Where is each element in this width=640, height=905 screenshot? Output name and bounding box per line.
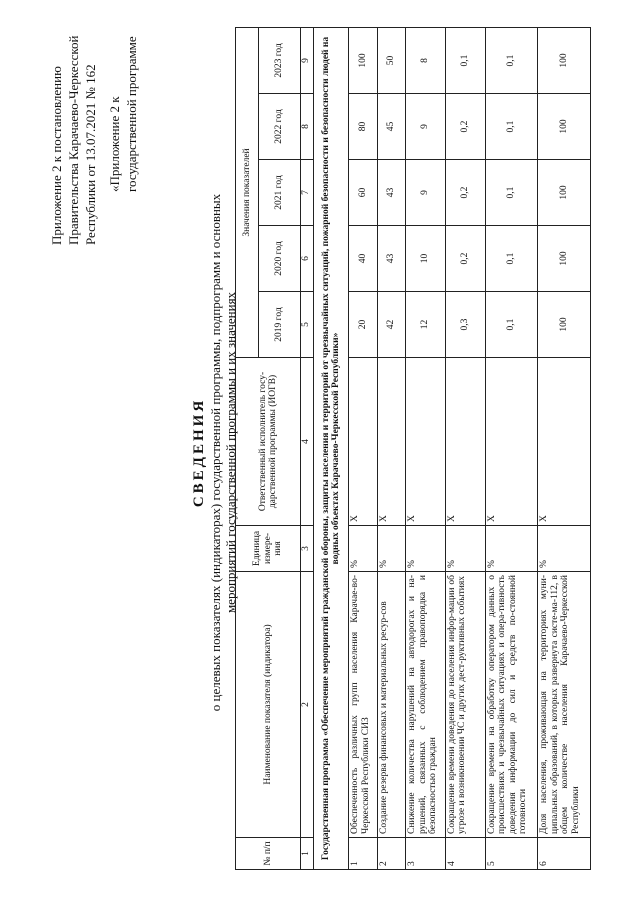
row-value-2019: 12 [406,292,446,358]
column-number: 5 [301,292,314,358]
row-indicator-name: Сокращение времени доведения до населения инфор-мации об угрозе и возникновении ЧС и других дест-руктивных событиях [445,572,485,838]
table-row [485,27,538,869]
header-year-2022: 2022 год [259,94,301,160]
table-row [406,27,446,869]
row-value-2021: 0,2 [445,160,485,226]
row-value-2021: 60 [349,160,377,226]
column-number: 7 [301,160,314,226]
row-unit: % [538,526,591,572]
row-value-2020: 0,2 [445,226,485,292]
column-number: 4 [301,358,314,526]
row-value-2020: 100 [538,226,591,292]
row-indicator-name: Обеспеченность различных групп населения Карачае-во-Черкесской Республики СИЗ [349,572,377,838]
row-value-2022: 0,2 [445,94,485,160]
row-executor: X [445,358,485,526]
column-number-row [301,27,314,869]
header-year-2021: 2021 год [259,160,301,226]
row-value-2019: 0,3 [445,292,485,358]
row-num: 5 [485,838,538,870]
row-value-2021: 43 [377,160,405,226]
row-value-2020: 10 [406,226,446,292]
title-sub-1: о целевых показателях (индикаторах) государственной программы, подпрограмм и основных [208,193,223,712]
row-value-2022: 9 [406,94,446,160]
row-value-2019: 100 [538,292,591,358]
column-number: 6 [301,226,314,292]
row-value-2020: 0,1 [485,226,538,292]
row-value-2022: 0,1 [485,94,538,160]
title-main: СВЕДЕНИЯ [191,397,207,508]
row-value-2020: 40 [349,226,377,292]
row-indicator-name: Доля населения, проживающая на территориях муни-ципальных образований, в которых развернута систе-ма-112, в общем количестве населения Карачаево-Черкесской Республики [538,572,591,838]
row-value-2023: 0,1 [445,27,485,93]
table-row [445,27,485,869]
row-executor: X [406,358,446,526]
row-indicator-name: Снижение количества нарушений на автодорогах и на-рушений, связанных с соблюдением правопорядка и безопасностью граждан [406,572,446,838]
annex-line-2: государственной программе [124,36,139,192]
row-value-2023: 8 [406,27,446,93]
header-indicator-name: Наименование показателя (индикатора) [236,572,301,838]
row-num: 3 [406,838,446,870]
header-year-2020: 2020 год [259,226,301,292]
title-sub-2: мероприятий государственной программы и их значениях [223,291,238,614]
table-row [377,27,405,869]
program-title-row [313,27,349,869]
row-unit: % [349,526,377,572]
column-number: 2 [301,572,314,838]
row-value-2019: 20 [349,292,377,358]
decree-line-1: Приложение 2 к постановлению [49,66,64,245]
header-year-2023: 2023 год [259,27,301,93]
row-value-2019: 0,1 [485,292,538,358]
row-indicator-name: Создание резерва финансовых и материальных ресур-сов [377,572,405,838]
header-unit: Единица измере-ния [236,526,301,572]
document-title [190,0,238,905]
column-number: 1 [301,838,314,870]
annex-reference [106,0,140,192]
decree-reference [48,36,99,246]
row-value-2023: 100 [538,27,591,93]
row-executor: X [485,358,538,526]
row-executor: X [377,358,405,526]
row-value-2019: 42 [377,292,405,358]
row-unit: % [445,526,485,572]
row-unit: % [485,526,538,572]
row-num: 1 [349,838,377,870]
header-values-group: Значения показателей [236,27,259,357]
row-value-2020: 43 [377,226,405,292]
row-value-2021: 0,1 [485,160,538,226]
row-value-2021: 9 [406,160,446,226]
column-number: 8 [301,94,314,160]
row-indicator-name: Сокращение времени на обработку оператором данных о происшествиях и чрезвычайных ситуациях и опера-тивность доведения информации до сил и средств по-стоянной готовности [485,572,538,838]
row-value-2022: 80 [349,94,377,160]
indicators-table [235,27,591,870]
row-value-2022: 45 [377,94,405,160]
decree-line-3: Республики от 13.07.2021 № 162 [83,64,98,245]
program-title: Государственная программа «Обеспечение мероприятий гражданской обороны, защиты населения и территорий от чрезвычайных ситуаций, пожарной безопасности и безопасности людей на водных объектах Карачаево-Черкесской Республики» [313,27,349,869]
row-unit: % [406,526,446,572]
row-num: 6 [538,838,591,870]
row-executor: X [349,358,377,526]
row-value-2023: 50 [377,27,405,93]
row-value-2022: 100 [538,94,591,160]
row-num: 2 [377,838,405,870]
row-unit: % [377,526,405,572]
row-executor: X [538,358,591,526]
row-value-2021: 100 [538,160,591,226]
header-executor: Ответственный исполнитель госу-дарственной программы (ИОГВ) [236,358,301,526]
header-year-2019: 2019 год [259,292,301,358]
table-row [538,27,591,869]
decree-line-2: Правительства Карачаево-Черкесской [66,35,81,245]
row-value-2023: 100 [349,27,377,93]
column-number: 3 [301,526,314,572]
row-value-2023: 0,1 [485,27,538,93]
annex-line-1: «Приложение 2 к [107,96,122,192]
table-row [349,27,377,869]
row-num: 4 [445,838,485,870]
header-num: № п/п [236,838,301,870]
column-number: 9 [301,27,314,93]
